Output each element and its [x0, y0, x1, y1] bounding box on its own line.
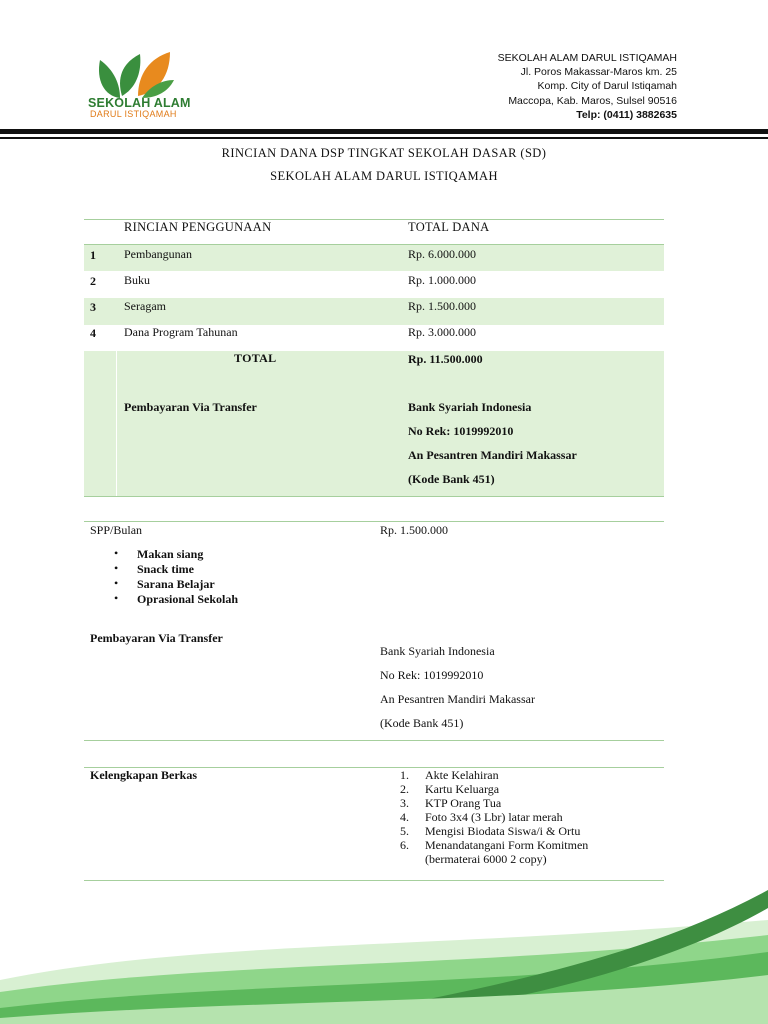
spp-label: SPP/Bulan [90, 523, 143, 537]
list-item: 4. Foto 3x4 (3 Lbr) latar merah [400, 810, 563, 824]
table-col-divider [116, 351, 117, 496]
row-amount: Rp. 1.500.000 [408, 299, 477, 313]
list-item: 1. Akte Kelahiran [400, 768, 499, 782]
transfer-label: Pembayaran Via Transfer [124, 400, 257, 414]
section-line [84, 740, 664, 741]
account-holder: An Pesantren Mandiri Makassar [408, 448, 577, 462]
row-item: Seragam [124, 299, 166, 313]
telp-line: Telp: (0411) 3882635 [576, 108, 677, 121]
header-divider-thin [0, 137, 768, 139]
bullet-icon: • [114, 576, 119, 590]
bullet-icon: • [114, 591, 119, 605]
school-address [498, 51, 677, 122]
header-divider-thick [0, 129, 768, 134]
row-amount: Rp. 3.000.000 [408, 325, 477, 339]
spp-transfer-label: Pembayaran Via Transfer [90, 631, 223, 645]
list-item: 6. Menandatangani Form Komitmen [400, 838, 589, 852]
row-number: 1 [90, 248, 96, 262]
table-band [84, 351, 664, 496]
bullet-icon: • [114, 561, 119, 575]
row-number: 4 [90, 326, 96, 340]
row-item: Buku [124, 273, 151, 287]
spp-amount: Rp. 1.500.000 [380, 523, 449, 537]
table-band [84, 298, 664, 325]
row-number: 2 [90, 274, 96, 288]
berkas-label: Kelengkapan Berkas [90, 768, 198, 782]
spp-bank-account: No Rek: 1019992010 [380, 668, 484, 682]
address-line: Jl. Poros Makassar-Maros km. 25 [520, 66, 677, 79]
spp-bank-name: Bank Syariah Indonesia [380, 644, 495, 658]
total-amount: Rp. 11.500.000 [408, 352, 483, 366]
document-title: RINCIAN DANA DSP TINGKAT SEKOLAH DASAR (SD) [221, 146, 547, 160]
col-header-rincian: RINCIAN PENGGUNAAN [124, 220, 272, 234]
total-label: TOTAL [234, 351, 277, 365]
bullet-icon: • [114, 546, 119, 560]
bank-name: Bank Syariah Indonesia [408, 400, 532, 414]
address-line: SEKOLAH ALAM DARUL ISTIQAMAH [497, 52, 677, 64]
logo-text-main: SEKOLAH ALAM [88, 96, 191, 110]
section-line [84, 521, 664, 522]
table-line [84, 244, 664, 245]
row-item: Dana Program Tahunan [124, 325, 238, 339]
address-line: Maccopa, Kab. Maros, Sulsel 90516 [508, 94, 677, 107]
row-number: 3 [90, 300, 96, 314]
row-item: Pembangunan [124, 247, 192, 261]
document-subtitle: SEKOLAH ALAM DARUL ISTIQAMAH [270, 169, 498, 183]
list-item: (bermaterai 6000 2 copy) [425, 852, 547, 866]
list-item: 2. Kartu Keluarga [400, 782, 500, 796]
bank-account: No Rek: 1019992010 [408, 424, 514, 438]
table-line [84, 496, 664, 497]
footer-wave-decoration [0, 880, 768, 1024]
berkas-list [400, 768, 660, 866]
col-header-total: TOTAL DANA [408, 220, 490, 234]
list-item: 3. KTP Orang Tua [400, 796, 502, 810]
row-amount: Rp. 6.000.000 [408, 247, 477, 261]
bank-code: (Kode Bank 451) [408, 472, 495, 486]
spp-account-holder: An Pesantren Mandiri Makassar [380, 692, 535, 706]
dsp-table [84, 219, 664, 509]
list-item: 5. Mengisi Biodata Siswa/i & Ortu [400, 824, 581, 838]
row-amount: Rp. 1.000.000 [408, 273, 477, 287]
address-line: Komp. City of Darul Istiqamah [537, 80, 677, 93]
logo-text-sub: DARUL ISTIQAMAH [90, 109, 177, 119]
spp-bank-code: (Kode Bank 451) [380, 716, 464, 730]
